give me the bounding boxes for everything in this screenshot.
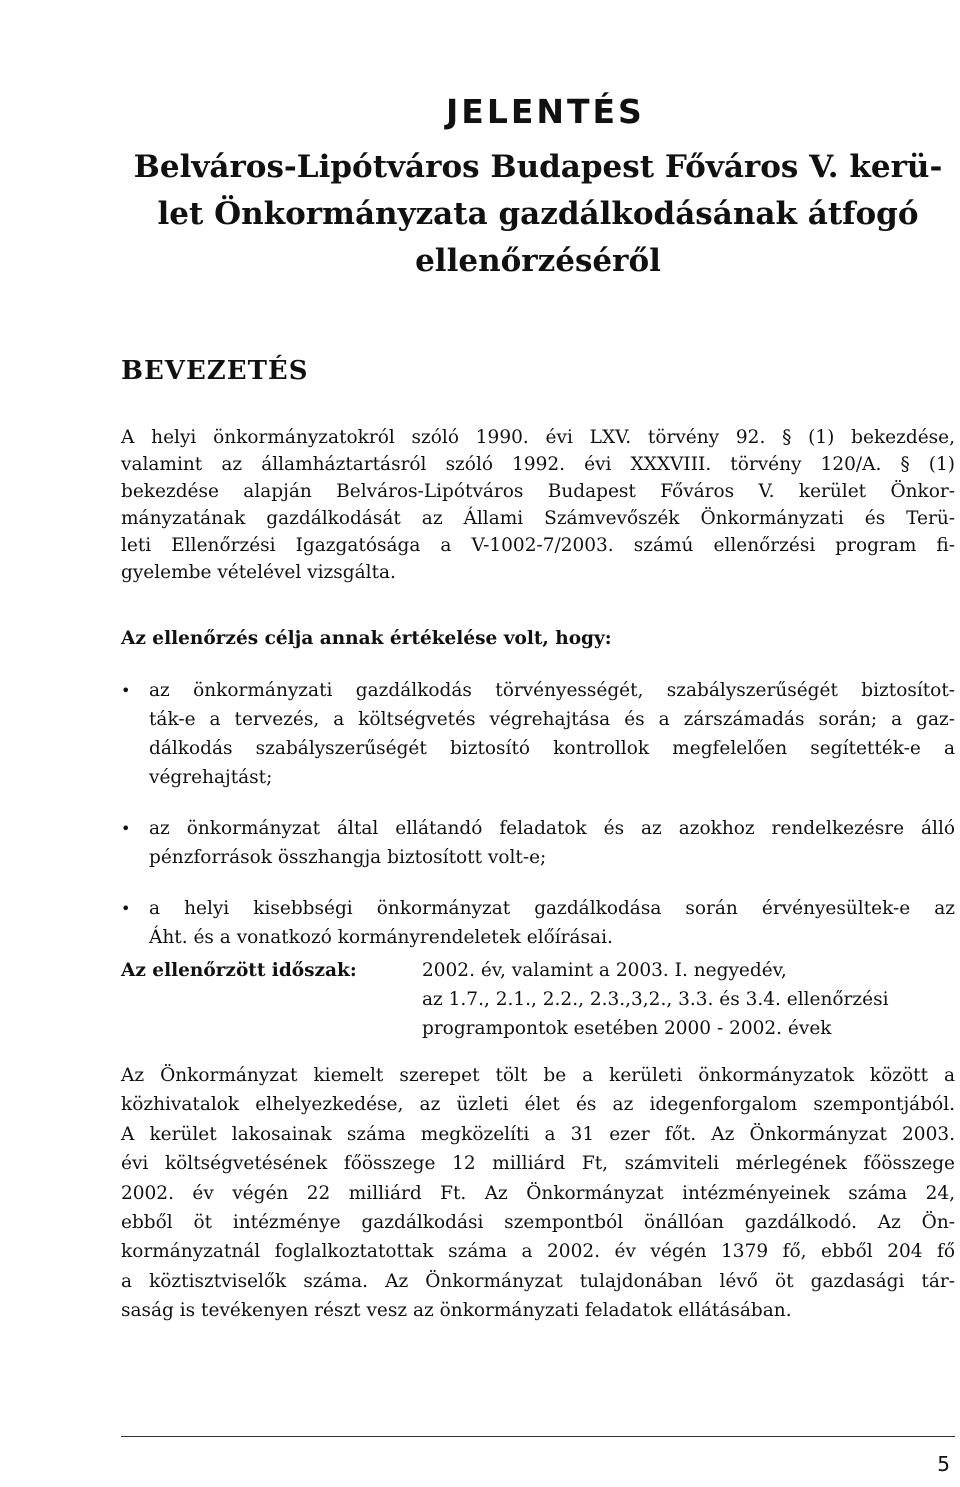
list-item-line: pénzforrások összhangja biztosított volt-e;	[149, 847, 547, 868]
list-item-line: Áht. és a vonatkozó kormányrendeletek előírásai.	[149, 927, 613, 948]
audit-period-label: Az ellenőrzött időszak:	[121, 960, 357, 981]
audit-period-line: az 1.7., 2.1., 2.2., 2.3.,3,2., 3.3. és 3.4. ellenőrzési	[422, 989, 889, 1010]
closing-paragraph	[121, 1061, 955, 1326]
paragraph-line: leti Ellenőrzési Igazgatósága a V-1002-7/2003. számú ellenőrzési program fi-	[121, 535, 955, 556]
list-item	[121, 676, 955, 792]
list-item-line: a helyi kisebbségi önkormányzat gazdálkodása során érvényesültek-e az	[149, 898, 955, 919]
section-heading-intro: BEVEZETÉS	[121, 356, 309, 386]
paragraph-line: valamint az államháztartásról szóló 1992. évi XXXVIII. törvény 120/A. § (1)	[121, 454, 955, 475]
paragraph-line: ebből öt intézménye gazdálkodási szempontból önállóan gazdálkodó. Az Ön-	[121, 1212, 955, 1234]
title-line: ellenőrzéséről	[415, 243, 661, 279]
bullet-icon: •	[121, 681, 131, 700]
paragraph-line: a köztisztviselők száma. Az Önkormányzat tulajdonában lévő öt gazdasági tár-	[121, 1270, 955, 1292]
aim-list	[121, 676, 955, 974]
paragraph-line: A kerület lakosainak száma megközelíti a 31 ezer főt. Az Önkormányzat 2003.	[121, 1123, 955, 1145]
paragraph-line: 2002. év végén 22 milliárd Ft. Az Önkormányzat intézményeinek száma 24,	[121, 1182, 955, 1204]
paragraph-line: bekezdése alapján Belváros-Lipótváros Budapest Főváros V. kerület Önkor-	[121, 481, 955, 502]
list-item-line: az önkormányzati gazdálkodás törvényességét, szabályszerűségét biztosítot-	[149, 680, 955, 701]
aim-heading: Az ellenőrzés célja annak értékelése volt, hogy:	[121, 628, 612, 649]
paragraph-line: Az Önkormányzat kiemelt szerepet tölt be a kerületi önkormányzatok között a	[121, 1065, 955, 1086]
list-item	[121, 894, 955, 952]
list-item-line: dálkodás szabályszerűségét biztosító kontrollok megfelelően segítették-e a	[149, 738, 955, 759]
paragraph-line: saság is tevékenyen részt vesz az önkormányzati feladatok ellátásában.	[121, 1300, 792, 1322]
paragraph-line: A helyi önkormányzatokról szóló 1990. évi LXV. törvény 92. § (1) bekezdése,	[121, 427, 955, 448]
list-item	[121, 814, 955, 872]
footer-divider	[121, 1436, 955, 1437]
bullet-icon: •	[121, 819, 131, 838]
title-line: let Önkormányzata gazdálkodásának átfogó	[157, 196, 919, 232]
paragraph-line: évi költségvetésének főösszege 12 milliárd Ft, számviteli mérlegének főösszege	[121, 1153, 955, 1175]
paragraph-line: kormányzatnál foglalkoztatottak száma a 2002. év végén 1379 fő, ebből 204 fő	[121, 1241, 955, 1263]
report-label: JELENTÉS	[446, 92, 645, 131]
audit-period-line: 2002. év, valamint a 2003. I. negyedév,	[422, 960, 787, 981]
intro-paragraph	[121, 424, 955, 586]
audit-period-line: programpontok esetében 2000 - 2002. évek	[422, 1018, 832, 1039]
list-item-line: az önkormányzat által ellátandó feladatok és az azokhoz rendelkezésre álló	[149, 818, 955, 839]
paragraph-line: gyelembe vételével vizsgálta.	[121, 562, 396, 583]
bullet-icon: •	[121, 899, 131, 918]
list-item-line: végrehajtást;	[149, 767, 273, 788]
title-line: Belváros-Lipótváros Budapest Főváros V. kerü-	[133, 149, 943, 185]
audit-period-value	[422, 956, 955, 1043]
list-item-line: ták-e a tervezés, a költségvetés végrehajtása és a zárszámadás során; a gaz-	[149, 709, 955, 730]
paragraph-line: mányzatának gazdálkodását az Állami Számvevőszék Önkormányzati és Terü-	[121, 508, 955, 529]
page-number: 5	[937, 1452, 950, 1476]
report-title	[121, 144, 955, 285]
paragraph-line: közhivatalok elhelyezkedése, az üzleti élet és az idegenforgalom szempontjából.	[121, 1094, 955, 1116]
